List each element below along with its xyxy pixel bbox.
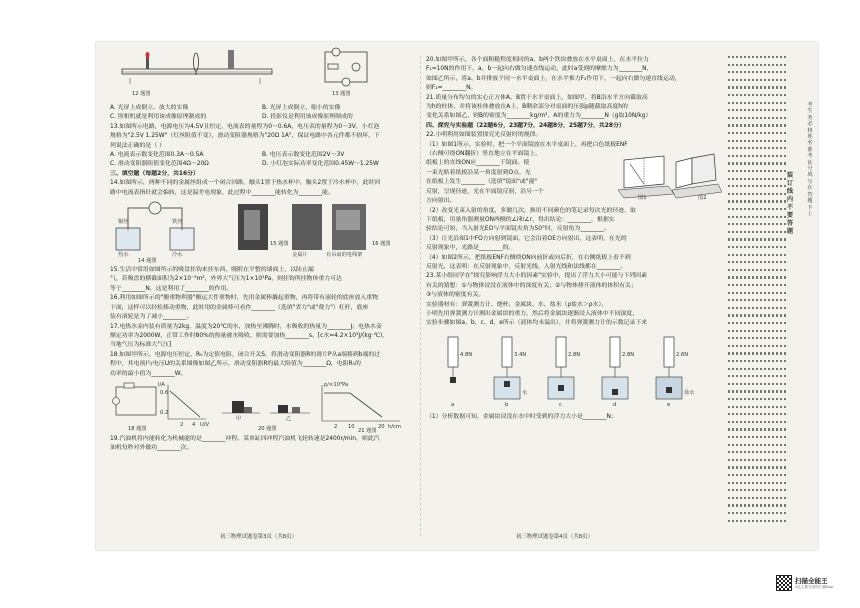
spring-scale-figure xyxy=(426,331,724,411)
q16-text-3: 装有滚轮是为了减小________。 xyxy=(110,314,193,321)
q22-text-10: 下纸板，用量角器测量ON两侧的∠i和∠r，得出结论：________，根据实 xyxy=(426,216,615,223)
fig21-caption: 21 题图 xyxy=(358,427,377,434)
fig22-label-2: 图2 xyxy=(698,195,707,202)
q13-option-b: B. 电压表示数变化范围2V～3V xyxy=(262,152,345,159)
hatch-line xyxy=(728,314,786,316)
q12-option-c: C. 照相机就是利用该成像原理制成的 xyxy=(110,114,207,121)
left-page-footer: 初三物理试题卷第3页（共8页） xyxy=(220,533,297,540)
hatch-line xyxy=(728,444,786,446)
q17-text-2: 额定功率为2000W，正常工作时80%的热量被水吸收，则需要加热________s。[c水=4.2×10³J/(kg·℃)， xyxy=(110,332,389,339)
hatch-line xyxy=(728,140,786,142)
q13-text-1: 13.如图所示电路，电源电压为4.5V且恒定，电流表的量程为0～0.6A，电压表的量程为0～3V，小灯泡 xyxy=(110,123,380,130)
fig22-label-1: 图1 xyxy=(638,195,647,202)
fig16-label-a: 金属片 xyxy=(292,252,308,259)
fig14-cold-label: 冷水 xyxy=(172,252,183,259)
hatch-line xyxy=(728,307,786,309)
fig15-caption: 15 题图 xyxy=(270,241,289,248)
hatch-line xyxy=(728,466,786,468)
hatch-line xyxy=(728,375,786,377)
hatch-line xyxy=(728,86,786,88)
hatch-line xyxy=(728,436,786,438)
optical-bench-diagram xyxy=(110,44,417,102)
hatch-line xyxy=(728,299,786,301)
q14-text-1: 14.如图所示，两种不同的金属丝组成一个闭合回路，触头1置于热水杯中，触头2置于冷水杯中，此时回 xyxy=(110,180,381,187)
scale-c-reading: 2.8N xyxy=(568,351,581,358)
fig12-caption: 12 题图 xyxy=(132,91,151,97)
hatch-line xyxy=(728,261,786,263)
q17-text-1: 17.电热水壶内装有质量为2kg、温度为20℃的水，加热至沸腾时，水吸收的热量为________J；电热水壶 xyxy=(110,323,382,330)
q22-text-7: 反射，呈现径迹，光在平面镜反射，沿另一个 xyxy=(426,188,544,195)
hatch-line xyxy=(728,337,786,339)
q22-text-3: （右侧可绕ON翻折）竖直地立在平面镜上， xyxy=(426,151,542,158)
q14-text-2: 路中电流表指针就会偏转，这是温差电现象，此过程中________能转化为________能。 xyxy=(110,189,334,196)
seal-line-text: 装订线内不要答题 xyxy=(786,172,794,235)
hatch-line xyxy=(728,482,786,484)
beaker-c-label: c xyxy=(559,401,562,408)
fig20-label-jia: 甲 xyxy=(236,415,242,422)
q20-text-1: 20.如图甲所示，各个面粗糙程度相同的a、b两个铁块叠放在水平桌面上，在水平拉力 xyxy=(426,57,649,63)
hatch-line xyxy=(728,64,786,66)
hatch-line xyxy=(728,132,786,134)
hatch-line xyxy=(728,352,786,354)
hatch-line xyxy=(728,345,786,347)
fig13-caption: 13 题图 xyxy=(332,91,351,97)
candidate-note: 考生务必将姓名准考证号填写在答题卡上 xyxy=(807,102,813,217)
q16-text-2: 下面，这样可以轻松移动重物，此时用的金属棒可看作________（选填"省力"或"费力"）杠杆，底座 xyxy=(110,304,369,311)
exam-sheet xyxy=(96,42,818,550)
q19-text-2: 油机每秒对外做功________次。 xyxy=(110,445,193,452)
fig14-iron-label: 铁丝 xyxy=(172,219,183,226)
hatch-line xyxy=(728,406,786,408)
hatch-line xyxy=(728,497,786,499)
brine-label: 盐水 xyxy=(684,389,695,396)
q22-text-9: （2）改变光束入射的角度，多做几次，换用不同颜色的笔记录每次光的径迹，取 xyxy=(426,207,636,214)
thermocouple-and-photos xyxy=(110,200,417,264)
q13-option-d: D. 小灯泡实际功率变化范围0.45W～1.25W xyxy=(262,161,379,168)
q23-text-6: 实验步骤如图a、b、c、d、e所示（液体均未溢出），并将弹簧测力计的示数记录下来 xyxy=(426,320,648,327)
qr-code-icon xyxy=(776,575,792,591)
right-page xyxy=(426,42,724,550)
q23-text-1: 23.某小组同学在"探究影响浮力大小的因素"实验中，提出了浮力大小可能与下列因素 xyxy=(426,273,647,280)
hatch-line xyxy=(728,254,786,256)
q22-text-2: （1）如图1所示，实验时，把一个平面镜放在水平桌面上，再把白色纸板ENF xyxy=(426,141,628,148)
hatch-line xyxy=(728,193,786,195)
hatch-line xyxy=(728,292,786,294)
hatch-line xyxy=(728,489,786,491)
fig18-x2: 4 xyxy=(192,421,196,428)
page-divider xyxy=(420,56,421,536)
scanner-app-title: 扫描全能王 xyxy=(795,577,828,585)
hatch-line xyxy=(728,504,786,506)
fig18-caption: 18 题图 xyxy=(128,425,147,432)
q20-text-3: 如图乙所示，将a、b并排放于同一水平桌面上，在水平推力F₂作用下，一起向右做匀速直线运动， xyxy=(426,75,681,82)
hatch-line xyxy=(728,162,786,164)
q12-option-b: B. 光屏上成倒立、缩小的实像 xyxy=(262,105,341,111)
figure-18-20-21 xyxy=(110,381,417,433)
fig18-y1: 0.6 xyxy=(160,389,169,396)
fig20-caption: 20 题图 xyxy=(258,425,277,432)
fig18-x-axis: U/V xyxy=(200,421,210,428)
beaker-e-label: e xyxy=(667,401,671,408)
hatch-line xyxy=(728,231,786,233)
scale-a-reading: 4.8N xyxy=(460,351,473,358)
hatch-line xyxy=(728,109,786,111)
hatch-line xyxy=(728,147,786,149)
scale-b-reading: 3.4N xyxy=(514,351,527,358)
hatch-line xyxy=(728,238,786,240)
hatch-line xyxy=(728,79,786,81)
hatch-line xyxy=(728,246,786,248)
hatch-line xyxy=(728,216,786,218)
hatch-line xyxy=(728,451,786,453)
scale-e-reading: 2.6N xyxy=(676,351,689,358)
right-page-footer: 初三物理试题卷第4页（共8页） xyxy=(516,533,593,540)
q16-text-1: 16.利用如图所示的"搬重物利器"搬运大件重物时，先用金属棒撬起重物，再将带有滚轮的底座放入重物 xyxy=(110,295,379,302)
hatch-line xyxy=(728,360,786,362)
q22-text-14: （4）如图2所示，把纸板ENF右侧绕ON向前折或向后折，在右侧纸板上看不到 xyxy=(426,254,631,261)
q22-text-15: 反射光，这表明：在反射现象中，反射光线、入射光线和法线都在________。 xyxy=(426,263,627,270)
hatch-line xyxy=(728,368,786,370)
fig16-caption: 16 题图 xyxy=(372,241,391,248)
water-label: 水 xyxy=(522,389,528,396)
q22-text-1: 22.小明利用如图装置探究光反射时的规律。 xyxy=(426,132,542,139)
hatch-line xyxy=(728,398,786,400)
q18-text-1: 18.如图甲所示，电源电压恒定，R₀为定值电阻，闭合开关S，将滑动变阻器R的滑片P从a端移到b端的过 xyxy=(110,351,381,358)
q22-text-11: 验结论可知，当入射光EO与平面镜夹角为50°时，反射角为________。 xyxy=(426,226,610,233)
hatch-line xyxy=(728,390,786,392)
fig14-copper-label: 铜丝 xyxy=(118,219,129,226)
hatch-line xyxy=(728,94,786,96)
q12-option-a: A. 光屏上成倒立、放大的实像 xyxy=(110,105,189,111)
hatch-line xyxy=(728,155,786,157)
q20-text-4: 则F₂=________N。 xyxy=(426,85,477,92)
scale-d-reading: 2.8N xyxy=(622,351,635,358)
beaker-d-label: d xyxy=(613,401,617,408)
hatch-line xyxy=(728,421,786,423)
q15-text-2: 气，若吸盘的横截面积为2×10⁻³m²，外界大气压为1×10⁵Pa，则挂钩所挂物体重力可达 xyxy=(110,276,342,283)
scanner-app-subtitle: 3亿人都在用的扫描App xyxy=(795,585,834,589)
hatch-line xyxy=(728,413,786,415)
q15-text-1: 15.生活中常用如图所示的吸盘挂钩来挂东西，吸附在平整的墙面上，以防止漏 xyxy=(110,267,314,274)
q22-text-12: （3）让光沿图1中FO方向射到镜面，它会沿着OE方向射出，这表明，在光的 xyxy=(426,235,627,242)
hatch-line xyxy=(728,124,786,126)
q15-text-3: 等于________N，这是利用了________的作用。 xyxy=(110,285,233,292)
hatch-line xyxy=(728,71,786,73)
q22-text-4: 纸板上的直线ON应________于镜面。使 xyxy=(426,160,530,167)
hatch-line xyxy=(728,178,786,180)
beaker-b-label: b xyxy=(505,401,509,408)
hatch-line xyxy=(728,170,786,172)
spring-scales xyxy=(426,331,724,411)
q23-text-5: 小明先用弹簧测力计测出金属块的重力，然后将金属块逐渐浸入液体中不同深度， xyxy=(426,310,639,317)
fig21-x2: 10 xyxy=(348,423,355,430)
fig20-label-yi: 乙 xyxy=(286,415,292,422)
hatch-line xyxy=(728,223,786,225)
hatch-line xyxy=(728,428,786,430)
section-4-heading: 四、探究与实验题（22题6分，23题7分，24题8分，25题7分，共28分） xyxy=(426,122,625,129)
q19-text-1: 19.汽油机将内能转化为机械能的是________冲程。某单缸四冲程汽油机飞轮转速是2400r/min，则此汽 xyxy=(110,435,380,442)
hatch-line xyxy=(728,56,786,58)
q17-text-3: 当地气压为标准大气压] xyxy=(110,342,172,349)
hatch-line xyxy=(728,208,786,210)
q22-text-5: 一束光贴着纸板沿某一角度射到O点，光 xyxy=(426,169,531,176)
hatch-line xyxy=(728,520,786,522)
fig21-x-axis: h/cm xyxy=(388,423,401,430)
figure-14-15-16 xyxy=(110,200,417,264)
q18-text-2: 程中，其电流I与电压U的关系图像如图乙所示，滑动变阻器R的最大阻值为________Ω，电阻R₀的 xyxy=(110,361,361,368)
q23-text-2: 有关的猜想：①与物体浸没在液体中的深度有关；②与物体排开液体的体积有关； xyxy=(426,282,637,289)
fig14-caption: 14 题图 xyxy=(138,258,157,265)
q13-option-a: A. 电流表示数变化范围0.3A～0.5A xyxy=(110,152,204,159)
q13-text-2: 规格为"2.5V 1.25W"（灯丝阻值不变），滑动变阻器规格为"20Ω 1A"，保证电路中各元件都不损坏，下 xyxy=(110,133,380,140)
fig14-hot-label: 热水 xyxy=(118,252,129,259)
hatch-line xyxy=(728,284,786,286)
q22-text-8: 方向射出。 xyxy=(426,198,456,205)
hatch-line xyxy=(728,474,786,476)
q23-sub-1: （1）分析数据可知，金属块浸没在水中时受到的浮力大小是________N； xyxy=(426,413,617,420)
fig21-x3: 20 xyxy=(378,423,385,430)
binding-margin xyxy=(724,42,818,550)
q13-text-3: 列说法正确的是（ ） xyxy=(110,142,165,149)
q22-text-6: 在纸板上发生________（选填"镜面"或"漫" xyxy=(426,179,537,186)
hatch-line xyxy=(728,102,786,104)
q12-option-d: D. 投影仪是利用该成像原理制成的 xyxy=(262,114,353,121)
q13-option-c: C. 滑动变阻器阻值变化范围4Ω～20Ω xyxy=(110,161,209,168)
fig18-y2: 0.2 xyxy=(160,409,169,416)
figure-12-13 xyxy=(110,44,417,102)
hatch-line xyxy=(728,330,786,332)
left-page xyxy=(110,42,417,550)
hatch-line xyxy=(728,117,786,119)
q21-text-3: 变化关系如图乙，则B的密度为________kg/m³，A的重力为________N（g取10N/kg） xyxy=(426,113,652,120)
fig18-y-axis: I/A xyxy=(158,381,165,388)
hatch-line xyxy=(728,322,786,324)
hatch-line xyxy=(728,276,786,278)
fig21-y-axis: p/×10³Pa xyxy=(324,381,349,388)
q21-text-1: 21.质量分布均匀的实心正方体A、B置于水平桌面上，如图甲，将B沿水平方向截取高 xyxy=(426,94,648,101)
q20-text-2: F₁=10N的作用下，a、b一起向右做匀速直线运动，此时a受到的摩擦力为________N， xyxy=(426,66,653,73)
section-3-heading: 三、填空题（每题2分，共16分） xyxy=(110,170,199,177)
q18-text-3: 功率的最小值为________W。 xyxy=(110,370,187,377)
q23-text-3: ③与液体的密度有关。 xyxy=(426,292,485,299)
scanner-watermark xyxy=(776,575,833,591)
q22-text-13: 反射现象中，光路是________的。 xyxy=(426,245,515,252)
fig21-x1: 2 xyxy=(334,423,338,430)
beaker-a-label: a xyxy=(451,401,455,408)
fig16-label-b: 有吊扇的电线架 xyxy=(326,252,363,259)
fig18-x1: 2 xyxy=(180,421,184,428)
hatch-line xyxy=(728,512,786,514)
q23-text-4: 实验器材有：弹簧测力计、烧杯、金属块、水、盐水（ρ盐水＞ρ水）。 xyxy=(426,301,608,308)
hatch-line xyxy=(728,459,786,461)
q21-text-2: 为h的柱体，并将该柱体叠放在A上，B剩余部分对桌面的压强p随截取高度h的 xyxy=(426,104,628,111)
hatch-line xyxy=(728,185,786,187)
hatch-line xyxy=(728,200,786,202)
hatch-line xyxy=(728,383,786,385)
hatch-line xyxy=(728,269,786,271)
